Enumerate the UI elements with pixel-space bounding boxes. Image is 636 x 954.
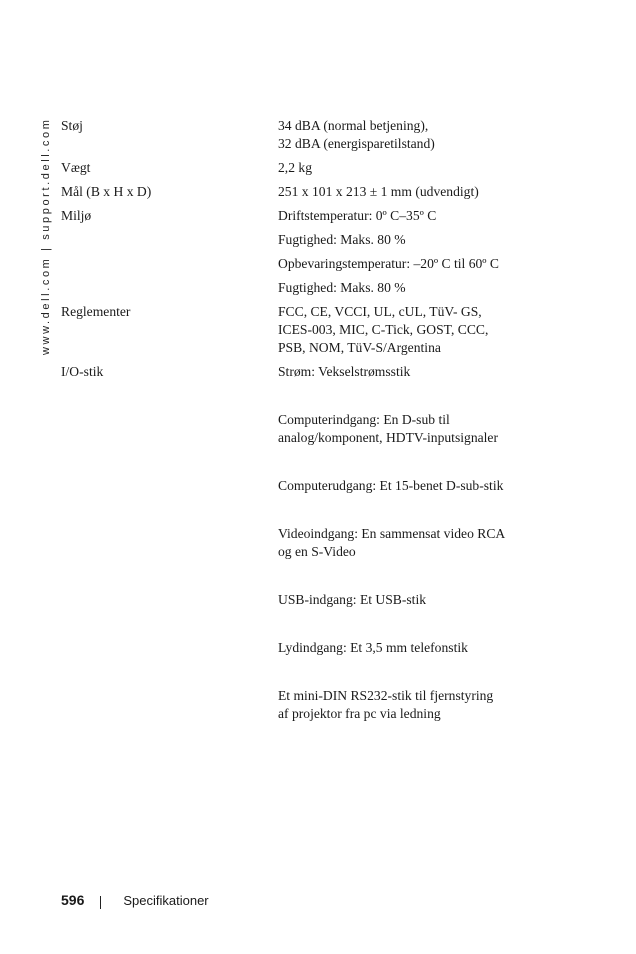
spec-label: Støj xyxy=(61,118,83,133)
spec-row-noise xyxy=(61,117,561,159)
page-footer xyxy=(61,892,209,909)
spec-value: Computerindgang: En D-sub til analog/komponent, HDTV-inputsignaler xyxy=(278,412,498,445)
spec-value: Strøm: Vekselstrømsstik xyxy=(278,364,411,379)
spec-label: Reglementer xyxy=(61,304,131,319)
spec-value: 34 dBA (normal betjening), 32 dBA (energisparetilstand) xyxy=(278,118,435,151)
spec-value: Videoindgang: En sammensat video RCA og en S-Video xyxy=(278,526,506,559)
spec-value-cell xyxy=(278,207,561,303)
spec-row-weight xyxy=(61,159,561,183)
spec-value-cell xyxy=(278,183,561,207)
spec-row-dimensions xyxy=(61,183,561,207)
spec-value-cell xyxy=(278,117,561,159)
spec-row-io xyxy=(61,363,561,729)
spec-value-cell xyxy=(278,363,561,729)
spec-label: Vægt xyxy=(61,160,91,175)
spec-value: Et mini-DIN RS232-stik til fjernstyring af projektor fra pc via ledning xyxy=(278,688,494,721)
spec-value: Fugtighed: Maks. 80 % xyxy=(278,232,406,247)
footer-divider xyxy=(100,896,101,909)
spec-value: 2,2 kg xyxy=(278,160,312,175)
spec-value: 251 x 101 x 213 ± 1 mm (udvendigt) xyxy=(278,184,479,199)
section-title: Specifikationer xyxy=(123,893,209,908)
spec-label: Mål (B x H x D) xyxy=(61,184,152,199)
spec-value: Driftstemperatur: 0º C–35º C xyxy=(278,208,437,223)
spec-label: I/O-stik xyxy=(61,364,104,379)
spec-value: FCC, CE, VCCI, UL, cUL, TüV- GS, ICES-003, MIC, C-Tick, GOST, CCC, PSB, NOM, TüV-S/Argentina xyxy=(278,304,489,355)
spec-value: Lydindgang: Et 3,5 mm telefonstik xyxy=(278,640,468,655)
side-url: www.dell.com | support.dell.com xyxy=(40,117,52,355)
spec-label: Miljø xyxy=(61,208,92,223)
spec-value: USB-indgang: Et USB-stik xyxy=(278,592,427,607)
spec-value-cell xyxy=(278,303,561,363)
page-number: 596 xyxy=(61,892,85,908)
spec-row-regulations xyxy=(61,303,561,363)
spec-value: Opbevaringstemperatur: –20º C til 60º C xyxy=(278,256,499,271)
spec-table xyxy=(61,117,561,729)
spec-value: Computerudgang: Et 15-benet D-sub-stik xyxy=(278,478,504,493)
spec-row-environment xyxy=(61,207,561,303)
spec-value-cell xyxy=(278,159,561,183)
spec-value: Fugtighed: Maks. 80 % xyxy=(278,280,406,295)
